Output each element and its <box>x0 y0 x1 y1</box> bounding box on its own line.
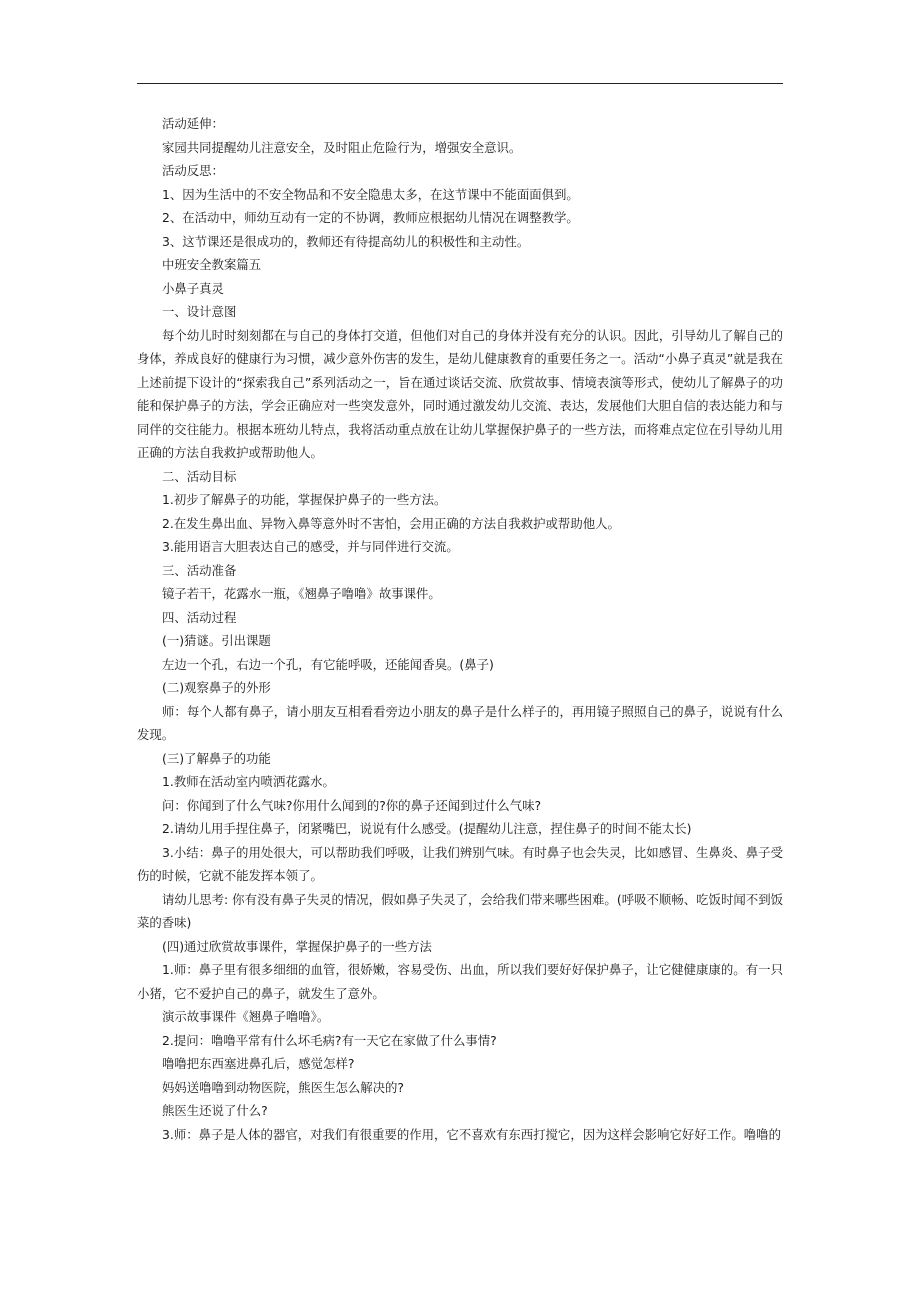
list-item: 2.在发生鼻出血、异物入鼻等意外时不害怕，会用正确的方法自我救护或帮助他人。 <box>162 515 620 531</box>
list-item: 3、这节课还是很成功的，教师还有待提高幼儿的积极性和主动性。 <box>162 233 530 249</box>
list-item: 1.初步了解鼻子的功能，掌握保护鼻子的一些方法。 <box>162 492 447 507</box>
paragraph: 左边一个孔，右边一个孔，有它能呼吸，还能闻香臭。(鼻子) <box>162 656 494 672</box>
paragraph: 妈妈送噜噜到动物医院，熊医生怎么解决的? <box>162 1079 404 1095</box>
paragraph: 每个幼儿时时刻刻都在与自己的身体打交道，但他们对自己的身体并没有充分的认识。因此，引导幼儿了解自己的身体，养成良好的健康行为习惯，减少意外伤害的发生，是幼儿健康教育的重要任务之一。活动“小鼻子真灵”就是我在上述前提下设计的“探索我自己”系列活动之一，旨在通过谈话交流、欣赏故事、情境表演等形式，使幼儿了解鼻子的功能和保护鼻子的方法，学会正确应对一些突发意外，同时通过激发幼儿交流、表达，发展他们大胆自信的表达能力和与同伴的交往能力。根据本班幼儿特点，我将活动重点放在让幼儿掌握保护鼻子的一些方法，而将难点定位在引导幼儿用正确的方法自我救护或帮助他人。 <box>137 327 783 460</box>
paragraph: 镜子若干，花露水一瓶，《翘鼻子噜噜》故事课件。 <box>162 586 441 601</box>
heading-activity-reflection: 活动反思： <box>162 163 224 178</box>
paragraph: 师：每个人都有鼻子，请小朋友互相看看旁边小朋友的鼻子是什么样子的，再用镜子照照自己的鼻子，说说有什么发现。 <box>137 703 783 742</box>
subheading: (二)观察鼻子的外形 <box>162 680 271 695</box>
paragraph: 演示故事课件《翘鼻子噜噜》。 <box>162 1009 330 1024</box>
paragraph: 问：你闻到了什么气味?你用什么闻到的?你的鼻子还闻到过什么气味? <box>162 797 542 813</box>
list-item: 2、在活动中，师幼互动有一定的不协调，教师应根据幼儿情况在调整教学。 <box>162 210 579 225</box>
list-item: 3.师：鼻子是人体的器官，对我们有很重要的作用，它不喜欢有东西打搅它，因为这样会影响它好好工作。噜噜的 <box>162 1126 781 1142</box>
heading-activity-extension: 活动延伸： <box>162 116 224 131</box>
subheading: (三)了解鼻子的功能 <box>162 750 271 766</box>
lesson-title: 小鼻子真灵 <box>162 280 224 296</box>
paragraph: 噜噜把东西塞进鼻孔后，感觉怎样? <box>162 1056 355 1071</box>
paragraph: 家园共同提醒幼儿注意安全，及时阻止危险行为，增强安全意识。 <box>162 139 522 155</box>
section-title: 中班安全教案篇五 <box>162 257 262 272</box>
heading-design-intent: 一、设计意图 <box>162 304 237 319</box>
paragraph: 请幼儿思考: 你有没有鼻子失灵的情况，假如鼻子失灵了，会给我们带来哪些困难。(呼吸不顺畅、吃饭时闻不到饭菜的香味) <box>137 891 783 930</box>
subheading: (一)猜谜。引出课题 <box>162 633 271 648</box>
list-item: 1.师：鼻子里有很多细细的血管，很娇嫩，容易受伤、出血，所以我们要好好保护鼻子，让它健健康康的。有一只小猪，它不爱护自己的鼻子，就发生了意外。 <box>137 962 783 1001</box>
document-body <box>137 112 783 1146</box>
paragraph: 熊医生还说了什么? <box>162 1103 268 1118</box>
heading-activity-process: 四、活动过程 <box>162 609 237 625</box>
list-item: 1.教师在活动室内喷洒花露水。 <box>162 774 335 789</box>
header-rule <box>137 83 783 84</box>
list-item: 3.能用语言大胆表达自己的感受，并与同伴进行交流。 <box>162 539 459 554</box>
heading-activity-preparation: 三、活动准备 <box>162 562 237 578</box>
list-item: 2.提问：噜噜平常有什么坏毛病?有一天它在家做了什么事情? <box>162 1032 497 1048</box>
list-item: 1、因为生活中的不安全物品和不安全隐患太多，在这节课中不能面面俱到。 <box>162 186 579 202</box>
list-item: 2.请幼儿用手捏住鼻子，闭紧嘴巴，说说有什么感受。(提醒幼儿注意，捏住鼻子的时间不能太长) <box>162 821 692 836</box>
subheading: (四)通过欣赏故事课件，掌握保护鼻子的一些方法 <box>162 938 432 954</box>
heading-activity-goals: 二、活动目标 <box>162 468 237 484</box>
list-item: 3.小结：鼻子的用处很大，可以帮助我们呼吸，让我们辨别气味。有时鼻子也会失灵，比如感冒、生鼻炎、鼻子受伤的时候，它就不能发挥本领了。 <box>137 844 783 883</box>
